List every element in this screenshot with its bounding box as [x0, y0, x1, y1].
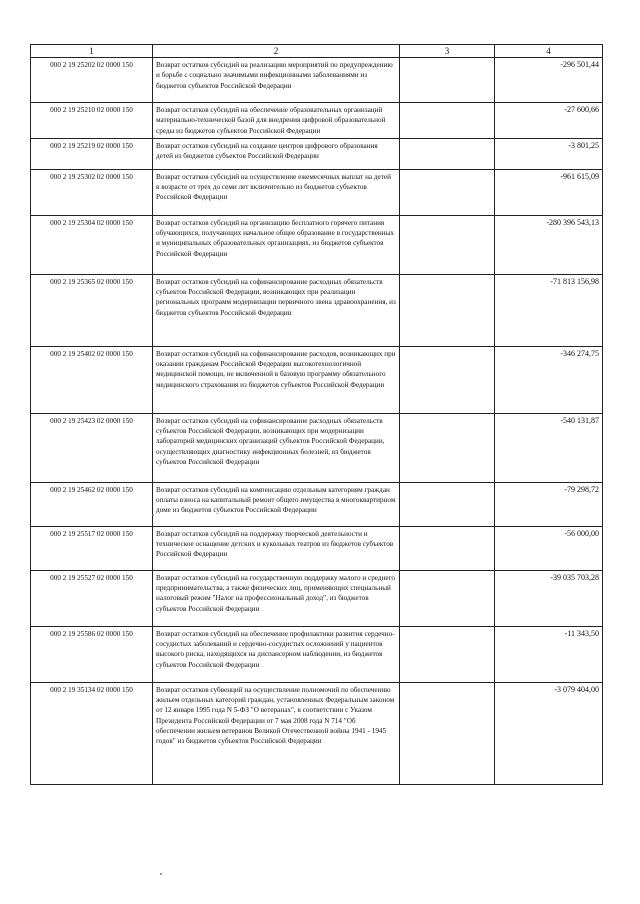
scan-dot: [160, 873, 162, 875]
budget-code-cell: 000 2 19 25304 02 0000 150: [31, 215, 153, 274]
amount-cell: -280 396 543,13: [495, 215, 603, 274]
description-cell: Возврат остатков субсидий на софинансирование расходных обязательств субъектов Российской Федерации, возникающих при модернизации лабораторий медицинских организаций субъектов Российской Федерации, осуществляющих диагностику инфекционных болезней, из бюджетов субъектов Российской Федерации: [153, 413, 400, 482]
amount-cell: -56 000,00: [495, 526, 603, 570]
description-cell: Возврат остатков субсидий на софинансирование расходов, возникающих при оказании гражданам Российской Федерации высокотехнологичной медицинской помощи, не включенной в базовую программу обязательного медицинского страхования из бюджетов субъектов Российской Федерации: [153, 346, 400, 413]
table-row: [31, 526, 603, 570]
empty-col3-cell: [400, 138, 495, 169]
table-row: [31, 626, 603, 682]
description-cell: Возврат остатков субсидий на создание центров цифрового образования детей из бюджетов субъектов Российской Федерации: [153, 138, 400, 169]
budget-code-cell: 000 2 19 25402 02 0000 150: [31, 346, 153, 413]
description-cell: Возврат остатков субсидий на обеспечение профилактики развития сердечно-сосудистых заболеваний и сердечно-сосудистых осложнений у пациентов высокого риска, находящихся на диспансерном наблюдении, из бюджетов субъектов Российской Федерации: [153, 626, 400, 682]
empty-col3-cell: [400, 103, 495, 139]
empty-col3-cell: [400, 274, 495, 346]
table-row: [31, 169, 603, 215]
amount-cell: -3 079 404,00: [495, 682, 603, 784]
amount-cell: -39 035 703,28: [495, 570, 603, 626]
header-col-1: 1: [31, 45, 153, 58]
amount-cell: -961 615,09: [495, 169, 603, 215]
budget-code-cell: 000 2 19 25527 02 0000 150: [31, 570, 153, 626]
empty-col3-cell: [400, 526, 495, 570]
budget-code-cell: 000 2 19 35134 02 0000 150: [31, 682, 153, 784]
description-cell: Возврат остатков субсидий на осуществление ежемесячных выплат на детей в возрасте от трех до семи лет включительно из бюджетов субъектов Российской Федерации: [153, 169, 400, 215]
description-cell: Возврат остатков субвенций на осуществление полномочий по обеспечению жильем отдельных категорий граждан, установленных Федеральным законом от 12 января 1995 года N 5-ФЗ "О ветеранах", в соответствии с Указом Президента Российской Федерации от 7 мая 2008 года N 714 "Об обеспечении жильем ветеранов Великой Отечественной войны 1941 - 1945 годов" из бюджетов субъектов Российской Федерации: [153, 682, 400, 784]
amount-cell: -346 274,75: [495, 346, 603, 413]
header-col-3: 3: [400, 45, 495, 58]
budget-code-cell: 000 2 19 25586 02 0000 150: [31, 626, 153, 682]
description-cell: Возврат остатков субсидий на организацию бесплатного горячего питания обучающихся, получающих начальное общее образование в государственных и муниципальных образовательных организациях, из бюджетов субъектов Российской Федерации: [153, 215, 400, 274]
amount-cell: -540 131,87: [495, 413, 603, 482]
header-row: [31, 45, 603, 58]
empty-col3-cell: [400, 413, 495, 482]
empty-col3-cell: [400, 169, 495, 215]
header-col-2: 2: [153, 45, 400, 58]
budget-code-cell: 000 2 19 25423 02 0000 150: [31, 413, 153, 482]
header-col-4: 4: [495, 45, 603, 58]
table-row: [31, 482, 603, 526]
empty-col3-cell: [400, 215, 495, 274]
table-row: [31, 58, 603, 103]
budget-code-cell: 000 2 19 25202 02 0000 150: [31, 58, 153, 103]
amount-cell: -296 501,44: [495, 58, 603, 103]
table-body: [31, 58, 603, 785]
budget-code-cell: 000 2 19 25210 02 0000 150: [31, 103, 153, 139]
amount-cell: -71 813 156,98: [495, 274, 603, 346]
table-row: [31, 346, 603, 413]
amount-cell: -3 801,25: [495, 138, 603, 169]
empty-col3-cell: [400, 570, 495, 626]
description-cell: Возврат остатков субсидий на софинансирование расходных обязательств субъектов Российской Федерации, возникающих при реализации региональных программ модернизации первичного звена здравоохранения, из бюджетов субъектов Российской Федерации: [153, 274, 400, 346]
table-row: [31, 413, 603, 482]
description-cell: Возврат остатков субсидий на обеспечение образовательных организаций материально-технической базой для внедрения цифровой образовательной среды из бюджетов субъектов Российской Федерации: [153, 103, 400, 139]
empty-col3-cell: [400, 682, 495, 784]
table-row: [31, 138, 603, 169]
budget-table: [30, 44, 603, 785]
empty-col3-cell: [400, 482, 495, 526]
budget-code-cell: 000 2 19 25365 02 0000 150: [31, 274, 153, 346]
description-cell: Возврат остатков субсидий на компенсацию отдельным категориям граждан оплаты взноса на капитальный ремонт общего имущества в многоквартирном доме из бюджетов субъектов Российской Федерации: [153, 482, 400, 526]
budget-code-cell: 000 2 19 25517 02 0000 150: [31, 526, 153, 570]
table-row: [31, 215, 603, 274]
table-row: [31, 274, 603, 346]
empty-col3-cell: [400, 346, 495, 413]
scan-dot: [152, 514, 154, 516]
amount-cell: -79 298,72: [495, 482, 603, 526]
amount-cell: -11 343,50: [495, 626, 603, 682]
budget-code-cell: 000 2 19 25219 02 0000 150: [31, 138, 153, 169]
amount-cell: -27 600,66: [495, 103, 603, 139]
budget-code-cell: 000 2 19 25462 02 0000 150: [31, 482, 153, 526]
budget-code-cell: 000 2 19 25302 02 0000 150: [31, 169, 153, 215]
description-cell: Возврат остатков субсидий на государственную поддержку малого и среднего предпринимательства, а также физических лиц, применяющих специальный налоговый режим "Налог на профессиональный доход", из бюджетов субъектов Российской Федерации: [153, 570, 400, 626]
empty-col3-cell: [400, 58, 495, 103]
table-row: [31, 570, 603, 626]
table-row: [31, 682, 603, 784]
table-row: [31, 103, 603, 139]
description-cell: Возврат остатков субсидий на поддержку творческой деятельности и техническое оснащение детских и кукольных театров из бюджетов субъектов Российской Федерации: [153, 526, 400, 570]
description-cell: Возврат остатков субсидий на реализацию мероприятий по предупреждению и борьбе с социально значимыми инфекционными заболеваниями из бюджетов субъектов Российской Федерации: [153, 58, 400, 103]
empty-col3-cell: [400, 626, 495, 682]
